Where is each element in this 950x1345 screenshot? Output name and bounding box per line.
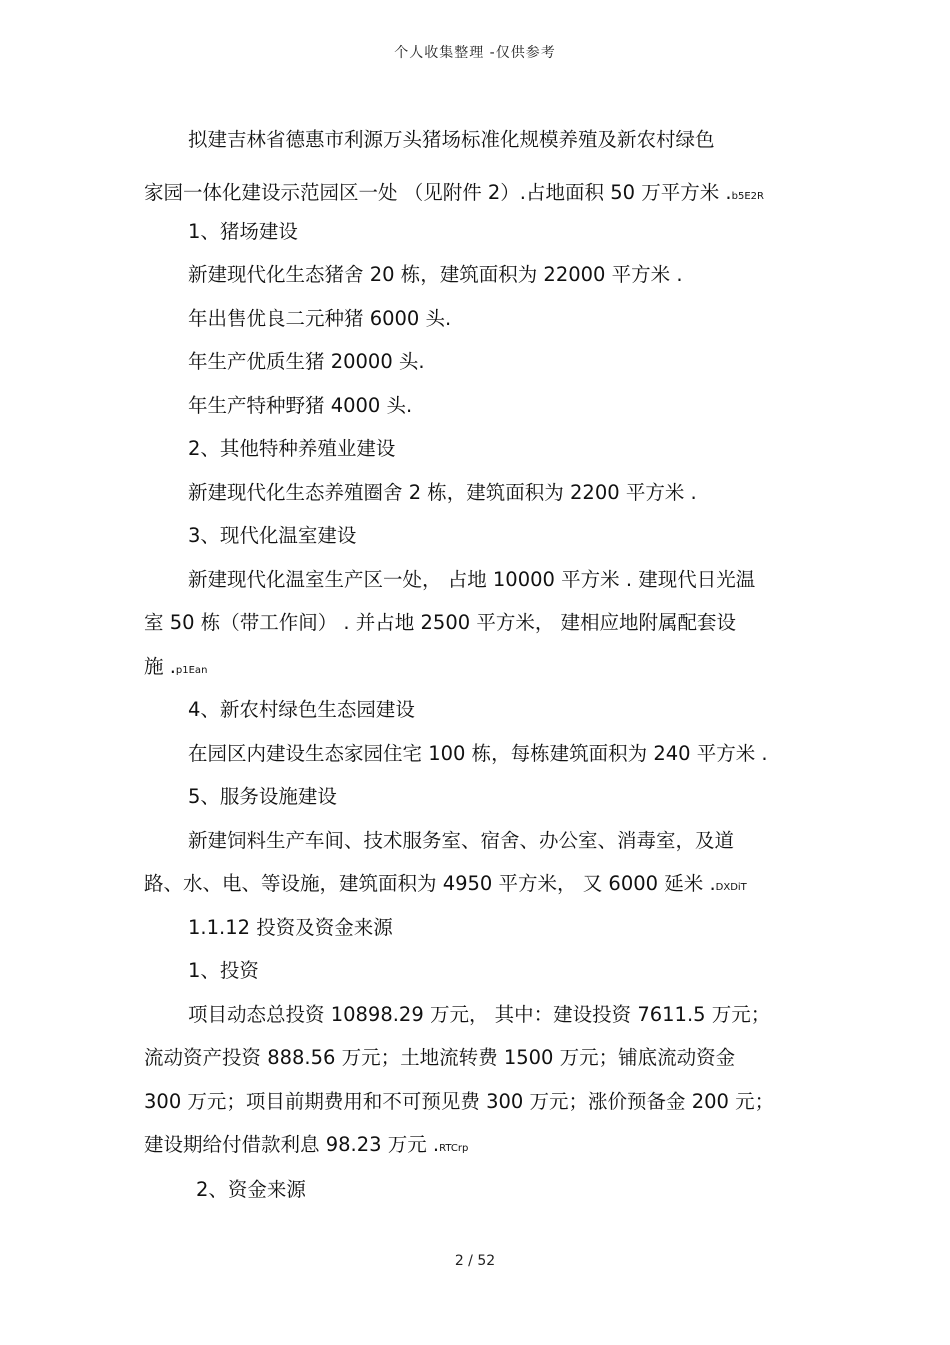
paragraph-line: 在园区内建设生态家园住宅 100 栋，每栋建筑面积为 240 平方米 .: [188, 742, 768, 765]
page-header: 个人收集整理 -仅供参考: [394, 45, 556, 61]
paragraph-line: 建设期给付借款利息 98.23 万元 .RTCrp: [144, 1133, 469, 1156]
page-number: 2 / 52: [454, 1253, 496, 1269]
paragraph-line: 项目动态总投资 10898.29 万元， 其中：建设投资 7611.5 万元；: [188, 1003, 771, 1026]
section-heading: 2、资金来源: [196, 1178, 306, 1201]
suffix-code: p1Ean: [175, 665, 208, 676]
section-heading: 5、服务设施建设: [188, 785, 337, 808]
paragraph-line: 300 万元；项目前期费用和不可预见费 300 万元；涨价预备金 200 元；: [144, 1090, 775, 1113]
suffix-code: DXDiT: [715, 882, 747, 893]
section-heading: 1.1.12 投资及资金来源: [188, 916, 393, 939]
paragraph-line: 年生产优质生猪 20000 头.: [188, 350, 425, 373]
paragraph-line: 年出售优良二元种猪 6000 头.: [188, 307, 452, 330]
paragraph-line: 年生产特种野猪 4000 头.: [188, 394, 413, 417]
paragraph-line: 家园一体化建设示范园区一处 （见附件 2）.占地面积 50 万平方米 .b5E2R: [144, 181, 764, 204]
section-heading: 2、其他特种养殖业建设: [188, 437, 396, 460]
paragraph-line: 新建饲料生产车间、技术服务室、宿舍、办公室、消毒室，及道: [188, 829, 735, 852]
section-heading: 1、投资: [188, 959, 259, 982]
paragraph-line: 路、水、电、等设施，建筑面积为 4950 平方米， 又 6000 延米 .DXDiT: [144, 872, 747, 895]
suffix-code: RTCrp: [439, 1143, 469, 1154]
paragraph-line: 室 50 栋（带工作间） . 并占地 2500 平方米， 建相应地附属配套设: [144, 611, 737, 634]
suffix-code: b5E2R: [731, 191, 764, 202]
section-heading: 3、现代化温室建设: [188, 524, 357, 547]
paragraph-line: 流动资产投资 888.56 万元；土地流转费 1500 万元；铺底流动资金: [144, 1046, 736, 1069]
section-heading: 4、新农村绿色生态园建设: [188, 698, 415, 721]
paragraph-line: 新建现代化生态猪舍 20 栋，建筑面积为 22000 平方米 .: [188, 263, 683, 286]
paragraph-line: 拟建吉林省德惠市利源万头猪场标准化规模养殖及新农村绿色: [188, 128, 715, 151]
paragraph-line: 新建现代化温室生产区一处， 占地 10000 平方米 . 建现代日光温: [188, 568, 756, 591]
paragraph-line: 新建现代化生态养殖圈舍 2 栋，建筑面积为 2200 平方米 .: [188, 481, 697, 504]
section-heading: 1、猪场建设: [188, 220, 298, 243]
paragraph-line: 施 .p1Ean: [144, 655, 208, 678]
